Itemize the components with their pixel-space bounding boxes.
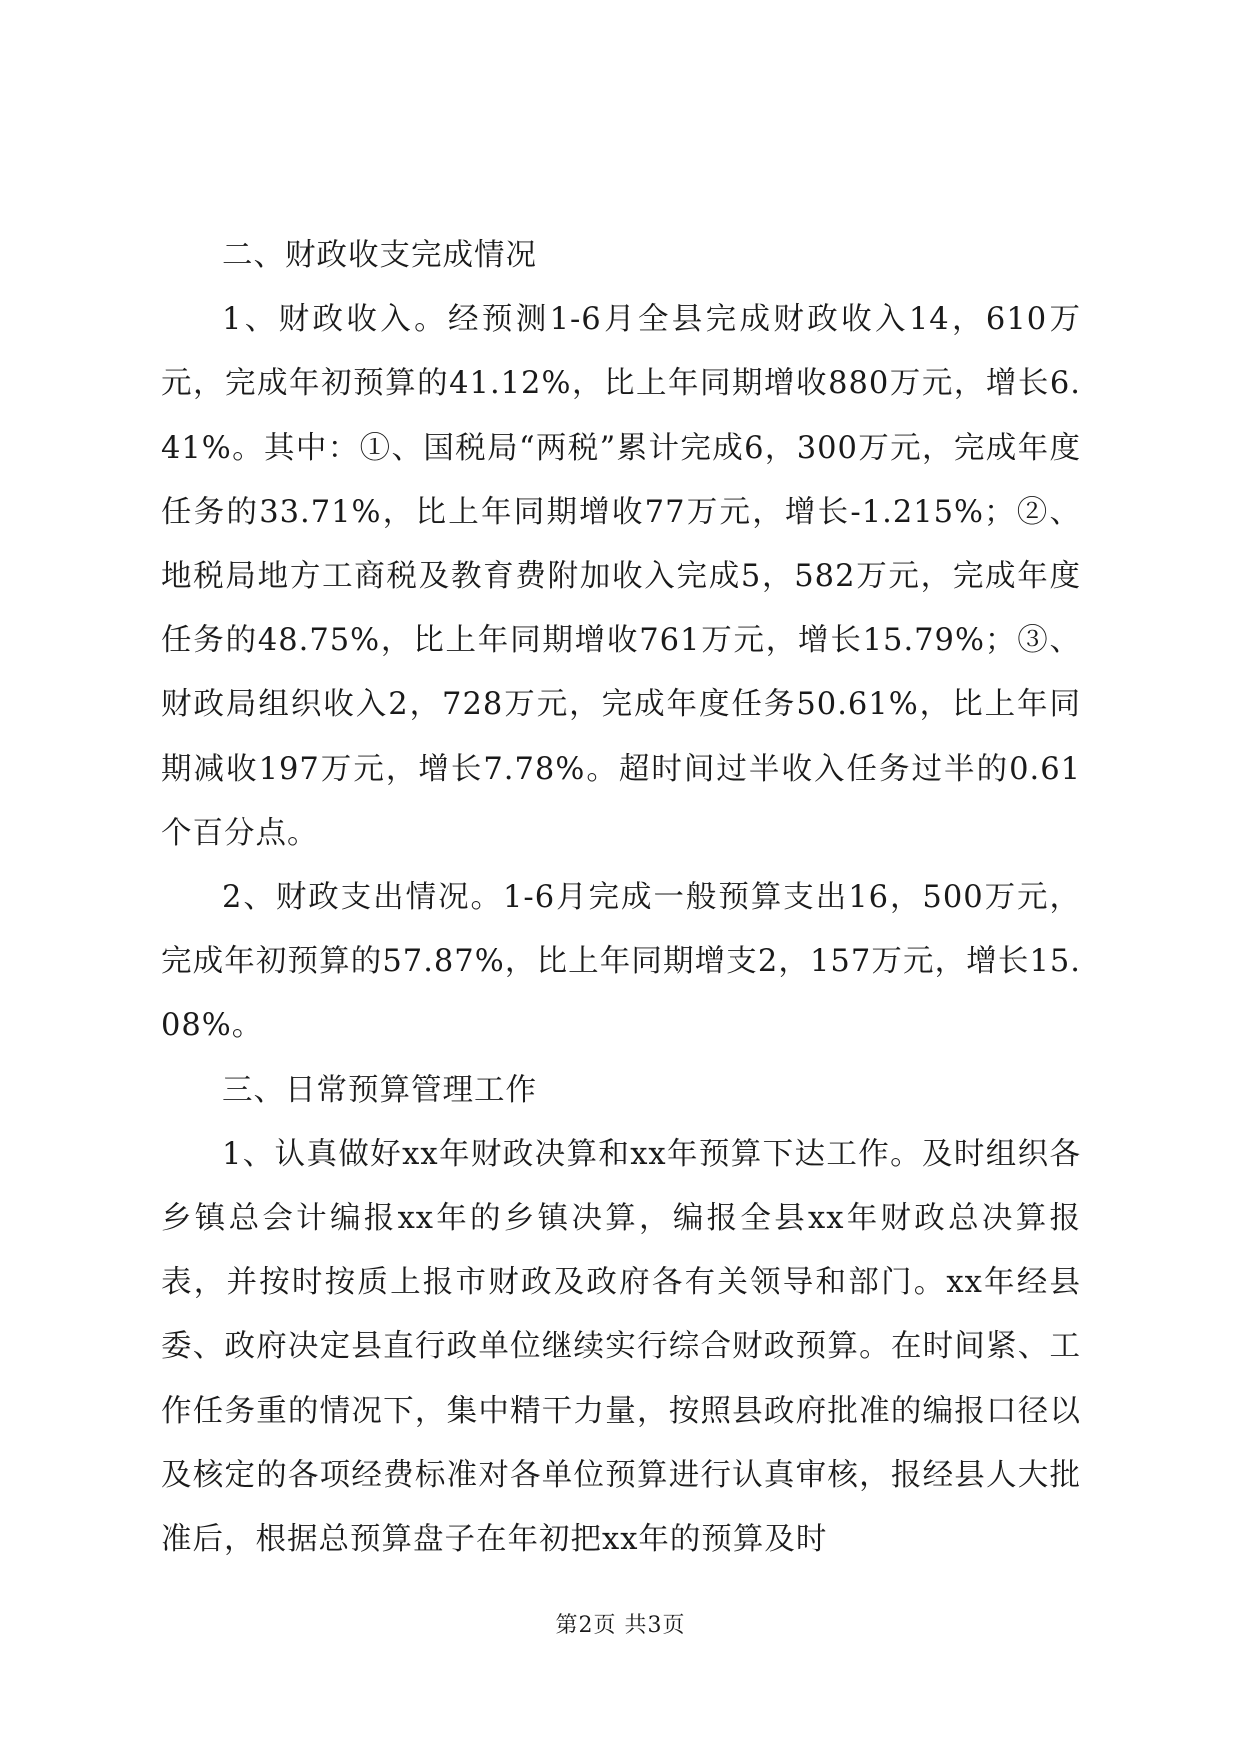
document-body [161, 224, 1081, 1572]
section-heading-daily-budget-management: 三、日常预算管理工作 [222, 1072, 537, 1108]
section-heading-finance-revenue-expenditure: 二、财政收支完成情况 [222, 238, 537, 273]
page-footer: 第2页 共3页 [555, 1613, 686, 1638]
paragraph-budget-work: 1、认真做好xx年财政决算和xx年预算下达工作。及时组织各乡镇总会计编报xx年的乡镇决算，编报全县xx年财政总决算报表，并按时按质上报市财政及政府各有关领导和部门。xx年经县委、政府决定县直行政单位继续实行综合财政预算。在时间紧、工作任务重的情况下，集中精干力量，按照县政府批准的编报口径以及核定的各项经费标准对各单位预算进行认真审核，报经县人大批准后，根据总预算盘子在年初把xx年的预算及时 [161, 1136, 1081, 1558]
paragraph-fiscal-expenditure: 2、财政支出情况。1-6月完成一般预算支出16，500万元，完成年初预算的57.87%，比上年同期增支2，157万元，增长15.08%。 [161, 880, 1081, 1044]
paragraph-fiscal-revenue: 1、财政收入。经预测1-6月全县完成财政收入14，610万元，完成年初预算的41.12%，比上年同期增收880万元，增长6.41%。其中：①、国税局“两税”累计完成6，300万元，完成年度任务的33.71%，比上年同期增收77万元，增长-1.215%；②、地税局地方工商税及教育费附加收入完成5，582万元，完成年度任务的48.75%，比上年同期增收761万元，增长15.79%；③、财政局组织收入2，728万元，完成年度任务50.61%，比上年同期减收197万元，增长7.78%。超时间过半收入任务过半的0.61个百分点。 [161, 302, 1081, 851]
